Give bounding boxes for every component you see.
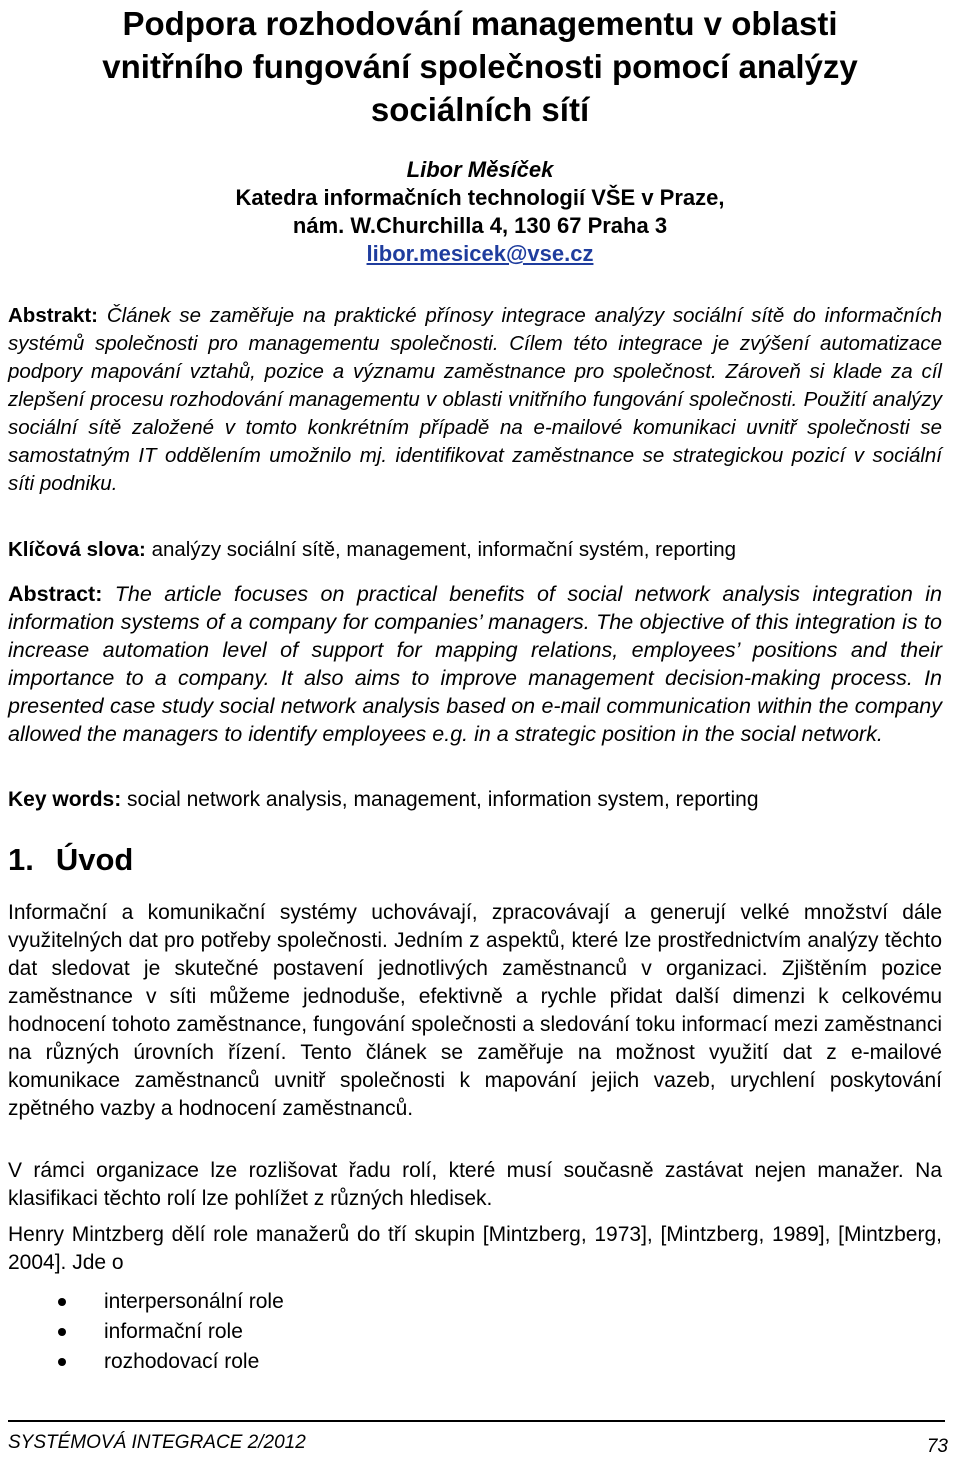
intro-paragraph-3: Henry Mintzberg dělí role manažerů do tří skupin [Mintzberg, 1973], [Mintzberg, 1989], [Mintzberg, 2004]. Jde o [8,1223,942,1274]
abstract-cz [8,302,942,498]
keywords-en-label: Key words: [8,788,122,811]
list-item-text: informační role [104,1320,243,1343]
list-item [50,1347,284,1377]
section-title: Úvod [55,842,134,877]
abstract-cz-text: Článek se zaměřuje na praktické přínosy integrace analýzy sociální sítě do informačních systémů společnosti pro managementu společnosti. Cílem této integrace je zvýšení automatizace podpory mapování vztahů, pozice a významu zaměstnance pro společnost. Zároveň si klade za cíl zlepšení procesu rozhodování managementu v oblasti vnitřního fungování společnosti. Použití analýzy sociální sítě založené v tomto konkrétním případě na e-mailové komunikaci uvnitř společnosti se samostatným IT oddělením umožnilo mj. identifikovat zaměstnance se strategickou pozicí v sociální síti podniku. [8,304,942,495]
intro-paragraph-2: V rámci organizace lze rozlišovat řadu rolí, které musí současně zastávat nejen manažer. Na klasifikaci těchto rolí lze pohlížet z různých hledisek. [8,1159,942,1210]
keywords-cz-label: Klíčová slova: [8,538,146,561]
paper-title [20,2,940,131]
list-item [50,1317,284,1347]
author-email-link[interactable]: libor.mesicek@vse.cz [366,241,594,266]
section-number: 1. [8,842,34,877]
title-line: vnitřního fungování společnosti pomocí analýzy [102,48,858,85]
footer-journal: SYSTÉMOVÁ INTEGRACE 2/2012 [8,1432,306,1453]
page-number: 73 [926,1436,948,1457]
keywords-en-text: social network analysis, management, information system, reporting [127,788,759,811]
abstract-cz-label: Abstrakt: [8,304,98,327]
roles-list [50,1287,284,1377]
author-address: nám. W.Churchilla 4, 130 67 Praha 3 [292,213,668,238]
abstract-en [8,580,942,748]
list-item-text: interpersonální role [104,1290,284,1313]
abstract-en-text: The article focuses on practical benefits of social network analysis integration in information systems of a company for companies’ managers. The objective of this integration is to increase automation level of support for mapping relations, employees’ positions and their importance to a company. It also aims to improve management decision-making process. In presented case study social network analysis based on e-mail communication within the company allowed the managers to identify employees e.g. in a strategic position in the social network. [8,582,942,746]
title-line: Podpora rozhodování managementu v oblasti [122,5,838,42]
keywords-en [8,786,942,814]
bullet-icon [58,1328,66,1336]
abstract-en-label: Abstract: [8,582,103,606]
list-item-text: rozhodovací role [104,1350,260,1373]
keywords-cz [8,536,942,564]
bullet-icon [58,1298,66,1306]
author-name: Libor Měsíček [406,157,554,182]
keywords-cz-text: analýzy sociální sítě, management, informační systém, reporting [151,538,737,561]
author-affiliation: Katedra informačních technologií VŠE v Praze, [235,185,725,210]
author-block [0,156,960,268]
bullet-icon [58,1358,66,1366]
title-line: sociálních sítí [370,91,590,128]
footer-divider [8,1420,945,1422]
list-item [50,1287,284,1317]
section-heading [8,842,133,878]
intro-paragraph-1: Informační a komunikační systémy uchovávají, zpracovávají a generují velké množství dále využitelných dat pro potřeby společnosti. Jedním z aspektů, které lze prostřednictvím analýzy těchto dat sledovat je skutečné postavení jednotlivých zaměstnanců v organizaci. Zjištěním pozice zaměstnance v síti můžeme jednoduše, efektivně a rychle přidat další dimenzi k celkovému hodnocení tohoto zaměstnance, fungování společnosti a sledování toku informací mezi zaměstnanci na různých úrovních řízení. Tento článek se zaměřuje na možnost využití dat z e-mailové komunikace zaměstnanců uvnitř společnosti k mapování jejich vazeb, urychlení poskytování zpětného vazby a hodnocení zaměstnanců. [8,901,942,1120]
